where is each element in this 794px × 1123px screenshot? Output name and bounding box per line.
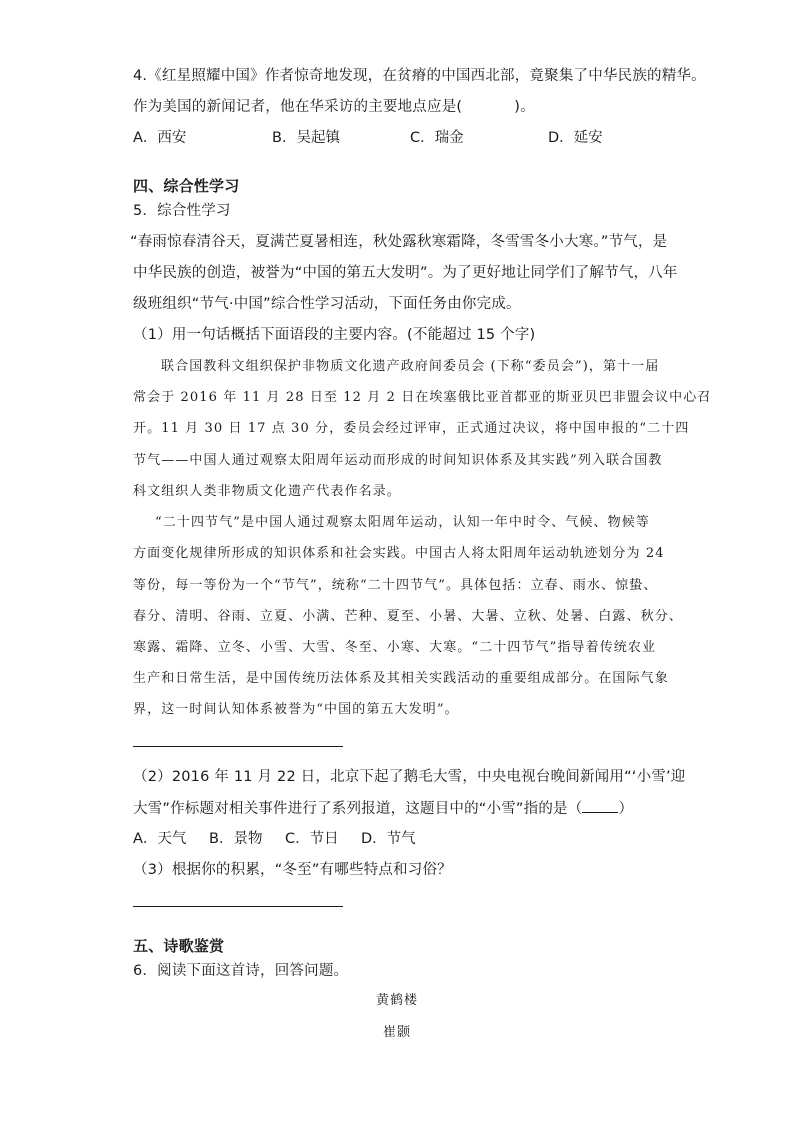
q5-sub1-prompt: （1）用一句话概括下面语段的主要内容。(不能超过 15 个字) xyxy=(133,327,536,343)
q5-sub2-line2-end: ） xyxy=(618,801,634,817)
q5-intro-line2: 中华民族的创造，被誉为“中国的第五大发明”。为了更好地让同学们了解节气，八年 xyxy=(133,265,678,281)
sub2-option-a[interactable]: A．天气 xyxy=(133,831,187,847)
sub2-option-b[interactable]: B．景物 xyxy=(209,831,263,847)
passage-line-1: 联合国教科文组织保护非物质文化遗产政府间委员会 (下称“委员会”)，第十一届 xyxy=(161,359,660,374)
poem-author: 崔颢 xyxy=(382,1025,411,1040)
passage-line-8: 等份，每一等份为一个“节气”，统称“二十四节气”。具体包括：立春、雨水、惊蛰、 xyxy=(133,578,658,593)
q5-sub2-line2-text: 大雪”作标题对相关事件进行了系列报道，这题目中的“小雪”指的是（ xyxy=(133,801,583,817)
sub2-option-d[interactable]: D．节气 xyxy=(361,831,416,847)
q4-option-a[interactable]: A．西安 xyxy=(133,130,187,146)
sub3-answer-line[interactable] xyxy=(133,906,343,907)
passage-line-4: 节气——中国人通过观察太阳周年运动而形成的时间知识体系及其实践”列入联合国教 xyxy=(133,453,663,468)
q4-answer-blank[interactable] xyxy=(462,97,514,111)
q4-stem-line1: 4.《红星照耀中国》作者惊奇地发现，在贫瘠的中国西北部，竟聚集了中华民族的精华。 xyxy=(133,68,706,84)
passage-line-2: 常会于 2016 年 11 月 28 日至 12 月 2 日在埃塞俄比亚首都亚的斯亚贝巴非盟会议中心召 xyxy=(133,390,712,405)
q5-intro-line3: 级班组织“节气·中国”综合性学习活动，下面任务由你完成。 xyxy=(133,296,521,312)
passage-line-7: 方面变化规律所形成的知识体系和社会实践。中国古人将太阳周年运动轨迹划分为 24 xyxy=(133,546,665,561)
q4-option-c[interactable]: C．瑞金 xyxy=(410,130,464,146)
q5-sub3-prompt: （3）根据你的积累，“冬至”有哪些特点和习俗？ xyxy=(133,862,452,878)
q5-label: 5．综合性学习 xyxy=(133,203,231,219)
sub1-answer-line[interactable] xyxy=(133,746,343,747)
section4-title: 四、综合性学习 xyxy=(133,177,240,195)
passage-line-6: “二十四节气”是中国人通过观察太阳周年运动，认知一年中时令、气候、物候等 xyxy=(155,515,650,530)
q5-sub2-line1: （2）2016 年 11 月 22 日，北京下起了鹅毛大雪，中央电视台晚间新闻用“‘小雪’迎 xyxy=(133,769,686,785)
sub2-answer-blank[interactable] xyxy=(582,798,618,813)
sub2-option-c[interactable]: C．节日 xyxy=(285,831,339,847)
q5-sub2-line2 xyxy=(133,798,633,819)
q4-option-d[interactable]: D．延安 xyxy=(548,130,603,146)
passage-line-9: 春分、清明、谷雨、立夏、小满、芒种、夏至、小暑、大暑、立秋、处暑、白露、秋分、 xyxy=(133,609,683,624)
q6-prompt: 6．阅读下面这首诗，回答问题。 xyxy=(133,963,349,979)
passage-line-5: 科文组织人类非物质文化遗产代表作名录。 xyxy=(133,484,401,499)
q4-stem-line2-end: )。 xyxy=(514,99,535,115)
q4-stem-line2 xyxy=(133,97,535,117)
q4-option-b[interactable]: B．吴起镇 xyxy=(272,130,340,146)
q4-stem-line2-text: 作为美国的新闻记者，他在华采访的主要地点应是( xyxy=(133,99,463,115)
passage-line-3: 开。11 月 30 日 17 点 30 分，委员会经过评审，正式通过决议，将中国申报的“二十四 xyxy=(133,421,690,436)
poem-title: 黄鹤楼 xyxy=(375,993,418,1008)
passage-line-12: 界，这一时间认知体系被誉为“中国的第五大发明”。 xyxy=(133,702,459,717)
passage-line-11: 生产和日常生活，是中国传统历法体系及其相关实践活动的重要组成部分。在国际气象 xyxy=(133,671,669,686)
q5-intro-line1: “春雨惊春清谷天，夏满芒夏暑相连，秋处露秋寒霜降，冬雪雪冬小大寒。”节气，是 xyxy=(130,234,668,250)
passage-line-10: 寒露、霜降、立冬、小雪、大雪、冬至、小寒、大寒。“二十四节气”指导着传统农业 xyxy=(133,640,657,655)
section5-title: 五、诗歌鉴赏 xyxy=(133,937,225,955)
